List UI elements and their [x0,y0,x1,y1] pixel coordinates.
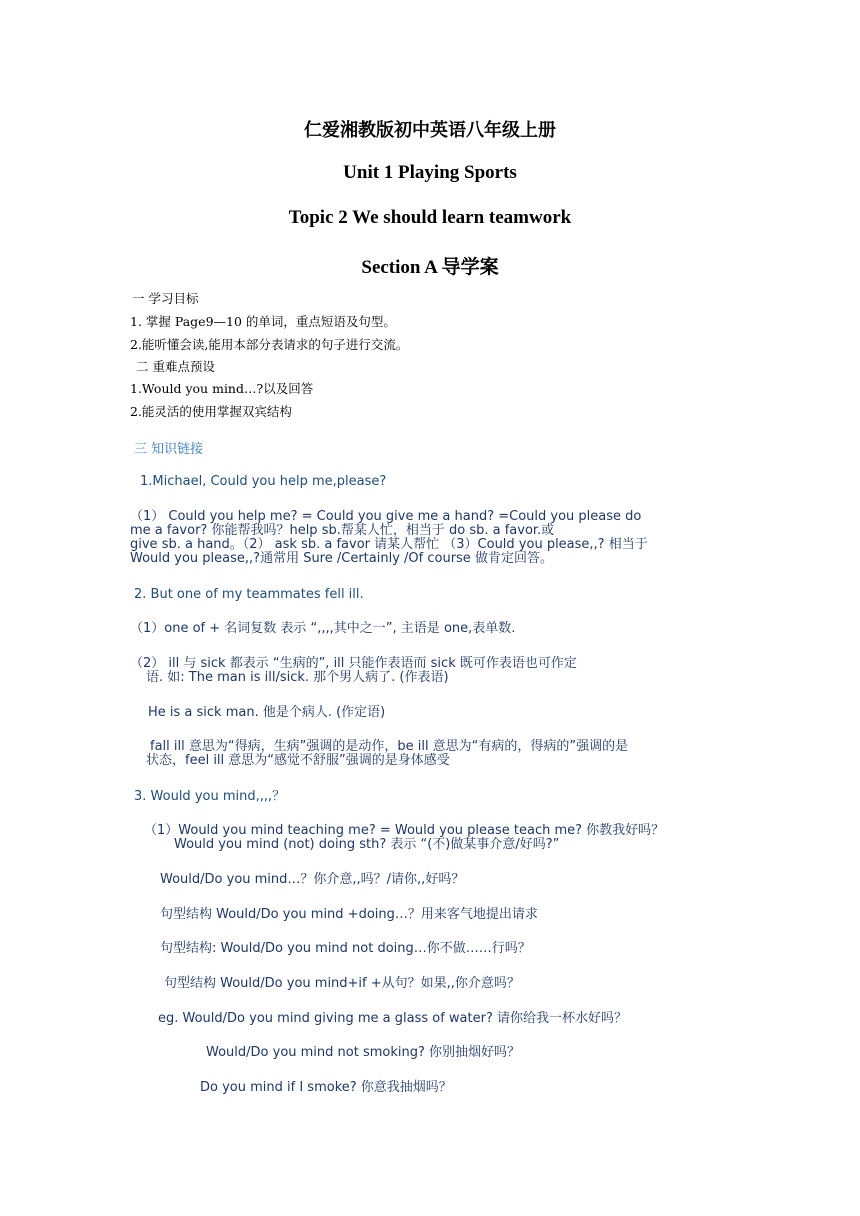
section-title: Section A 导学案 [361,257,499,278]
point-3-example: eg. Would/Do you mind giving me a glass of water? 请你给我一杯水好吗？ [158,1011,627,1026]
point-1-line: （1） Could you help me? = Could you give me a hand? =Could you please do [130,509,642,524]
objectives-heading: 一 学习目标 [132,291,199,306]
point-3-line: 句型结构 Would/Do you mind+if +从句？如果,,你介意吗？ [164,976,520,991]
point-3-line: Would/Do you mind…？你介意,,吗？/请你,,好吗？ [160,872,465,887]
objective-item-1: 1. 掌握 Page9—10 的单词，重点短语及句型。 [130,314,396,329]
objective-item-2: 2.能听懂会读,能用本部分表请求的句子进行交流。 [130,337,409,352]
point-1-line: Would you please,,?通常用 Sure /Certainly /Of course 做肯定回答。 [130,551,553,566]
difficulty-item-2: 2.能灵活的使用掌握双宾结构 [130,404,292,419]
point-1-line: me a favor? 你能帮我吗？help sb.帮某人忙，相当于 do sb. a favor.或 [130,523,555,538]
difficulty-item-1: 1.Would you mind…?以及回答 [130,381,314,396]
point-2-line: 状态，feel ill 意思为“感觉不舒服”强调的是身体感受 [146,753,450,768]
point-2-line: 语. 如: The man is ill/sick. 那个男人病了. (作表语) [146,670,449,685]
document-title: 仁爱湘教版初中英语八年级上册 [304,120,556,141]
point-1-line: give sb. a hand。（2） ask sb. a favor 请某人帮忙 （3）Could you please,,? 相当于 [130,537,648,552]
point-3-title: 3. Would you mind,,,,？ [134,789,286,804]
point-2-line: （1）one of + 名词复数 表示 “,,,,其中之一”, 主语是 one,表单数. [130,621,516,636]
knowledge-heading: 三 知识链接 [134,442,204,457]
point-3-line: 句型结构: Would/Do you mind not doing…你不做……行吗？ [160,941,531,956]
point-3-line: （1）Would you mind teaching me? = Would you please teach me? 你教我好吗？ [144,823,665,838]
point-1-title: 1.Michael, Could you help me,please? [140,474,387,489]
topic-title: Topic 2 We should learn teamwork [288,207,572,228]
point-2-title: 2. But one of my teammates fell ill. [134,587,364,602]
point-2-line: He is a sick man. 他是个病人. (作定语) [148,705,386,720]
unit-title: Unit 1 Playing Sports [343,162,517,183]
difficulties-heading: 二 重难点预设 [136,359,215,374]
point-2-line: （2） ill 与 sick 都表示 “生病的”, ill 只能作表语而 sick 既可作表语也可作定 [130,656,577,671]
point-3-example: Do you mind if I smoke? 你意我抽烟吗？ [200,1080,452,1095]
point-3-line: 句型结构 Would/Do you mind +doing…？用来客气地提出请求 [160,907,538,922]
point-3-line: Would you mind (not) doing sth? 表示 “(不)做某事介意/好吗?” [174,837,560,852]
point-3-example: Would/Do you mind not smoking? 你别抽烟好吗？ [206,1045,521,1060]
point-2-line: fall ill 意思为“得病，生病”强调的是动作，be ill 意思为“有病的，得病的”强调的是 [150,739,629,754]
